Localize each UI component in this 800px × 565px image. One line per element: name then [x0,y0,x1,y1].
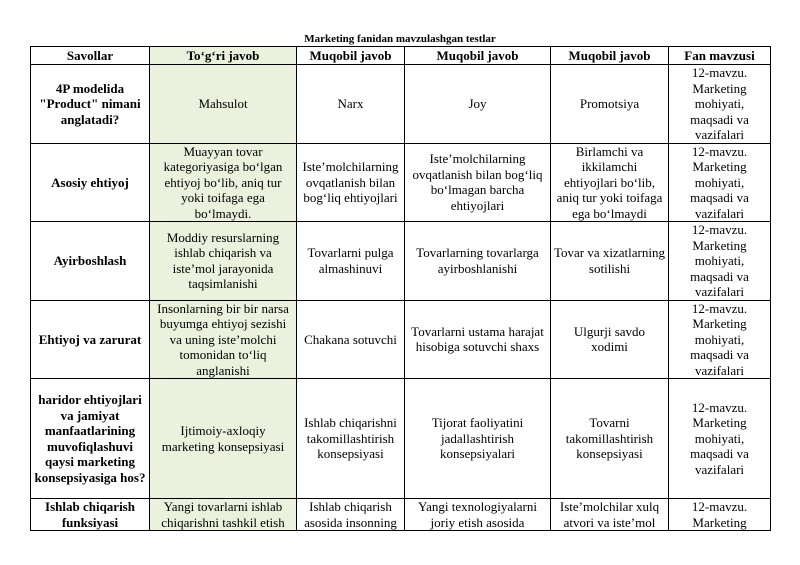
correct-answer-cell: Muayyan tovar kategoriyasiga bo‘lgan ehtiyoj bo‘lib, aniq tur yoki toifaga ega bo‘lmaydi. [150,143,297,222]
question-cell: 4P modelida "Product" nimani anglatadi? [31,65,150,144]
header-row [31,47,771,65]
alternative-answer-cell: Tovarlarning tovarlarga ayirboshlanishi [405,222,551,301]
table-row [31,499,771,531]
question-cell: Ehtiyoj va zarurat [31,300,150,379]
alternative-answer-cell: Ulgurji savdo xodimi [551,300,669,379]
document-title: Marketing fanidan mavzulashgan testlar [304,33,496,45]
correct-answer-cell: Yangi tovarlarni ishlab chiqarishni tashkil etish [150,499,297,531]
correct-answer-cell: Ijtimoiy-axloqiy marketing konsepsiyasi [150,379,297,499]
alternative-answer-cell: Narx [297,65,405,144]
alternative-answer-cell: Tovar va xizatlarning sotilishi [551,222,669,301]
alternative-answer-cell: Iste’molchilarning ovqatlanish bilan bog‘liq ehtiyojlari [297,143,405,222]
header-correct-answer: To‘g‘ri javob [150,47,297,65]
alternative-answer-cell: Tovarni takomillashtirish konsepsiyasi [551,379,669,499]
alternative-answer-cell: Joy [405,65,551,144]
header-alternative-answer-1: Muqobil javob [297,47,405,65]
alternative-answer-cell: Tovarlarni ustama harajat hisobiga sotuvchi shaxs [405,300,551,379]
alternative-answer-cell: Iste’molchilarning ovqatlanish bilan bog‘liq bo‘lmagan barcha ehtiyojlari [405,143,551,222]
table-row [31,379,771,499]
alternative-answer-cell: Ishlab chiqarish asosida insonning [297,499,405,531]
table-row [31,300,771,379]
topic-cell: 12-mavzu. Marketing mohiyati, maqsadi va vazifalari [669,222,771,301]
table-row [31,65,771,144]
header-topic: Fan mavzusi [669,47,771,65]
topic-cell: 12-mavzu. Marketing mohiyati, maqsadi va vazifalari [669,379,771,499]
header-alternative-answer-3: Muqobil javob [551,47,669,65]
alternative-answer-cell: Yangi texnologiyalarni joriy etish asosida [405,499,551,531]
topic-cell: 12-mavzu. Marketing [669,499,771,531]
correct-answer-cell: Mahsulot [150,65,297,144]
question-cell: Ayirboshlash [31,222,150,301]
table-row [31,143,771,222]
alternative-answer-cell: Tovarlarni pulga almashinuvi [297,222,405,301]
alternative-answer-cell: Iste’molchilar xulq atvori va iste’mol [551,499,669,531]
alternative-answer-cell: Tijorat faoliyatini jadallashtirish konsepsiyalari [405,379,551,499]
question-cell: Asosiy ehtiyoj [31,143,150,222]
question-cell: Ishlab chiqarish funksiyasi [31,499,150,531]
topic-cell: 12-mavzu. Marketing mohiyati, maqsadi va vazifalari [669,143,771,222]
topic-cell: 12-mavzu. Marketing mohiyati, maqsadi va vazifalari [669,300,771,379]
question-cell: haridor ehtiyojlari va jamiyat manfaatlarining muvofiqlashuvi qaysi marketing konsepsiyasiga hos? [31,379,150,499]
alternative-answer-cell: Chakana sotuvchi [297,300,405,379]
alternative-answer-cell: Birlamchi va ikkilamchi ehtiyojlari bo‘lib, aniq tur yoki toifaga ega bo‘lmaydi [551,143,669,222]
tests-table [30,46,771,531]
table-row [31,222,771,301]
correct-answer-cell: Insonlarning bir bir narsa buyumga ehtiyoj sezishi va uning iste’molchi tomonidan to‘liq anglanishi [150,300,297,379]
alternative-answer-cell: Ishlab chiqarishni takomillashtirish konsepsiyasi [297,379,405,499]
header-questions: Savollar [31,47,150,65]
topic-cell: 12-mavzu. Marketing mohiyati, maqsadi va vazifalari [669,65,771,144]
alternative-answer-cell: Promotsiya [551,65,669,144]
correct-answer-cell: Moddiy resurslarning ishlab chiqarish va iste’mol jarayonida taqsimlanishi [150,222,297,301]
header-alternative-answer-2: Muqobil javob [405,47,551,65]
